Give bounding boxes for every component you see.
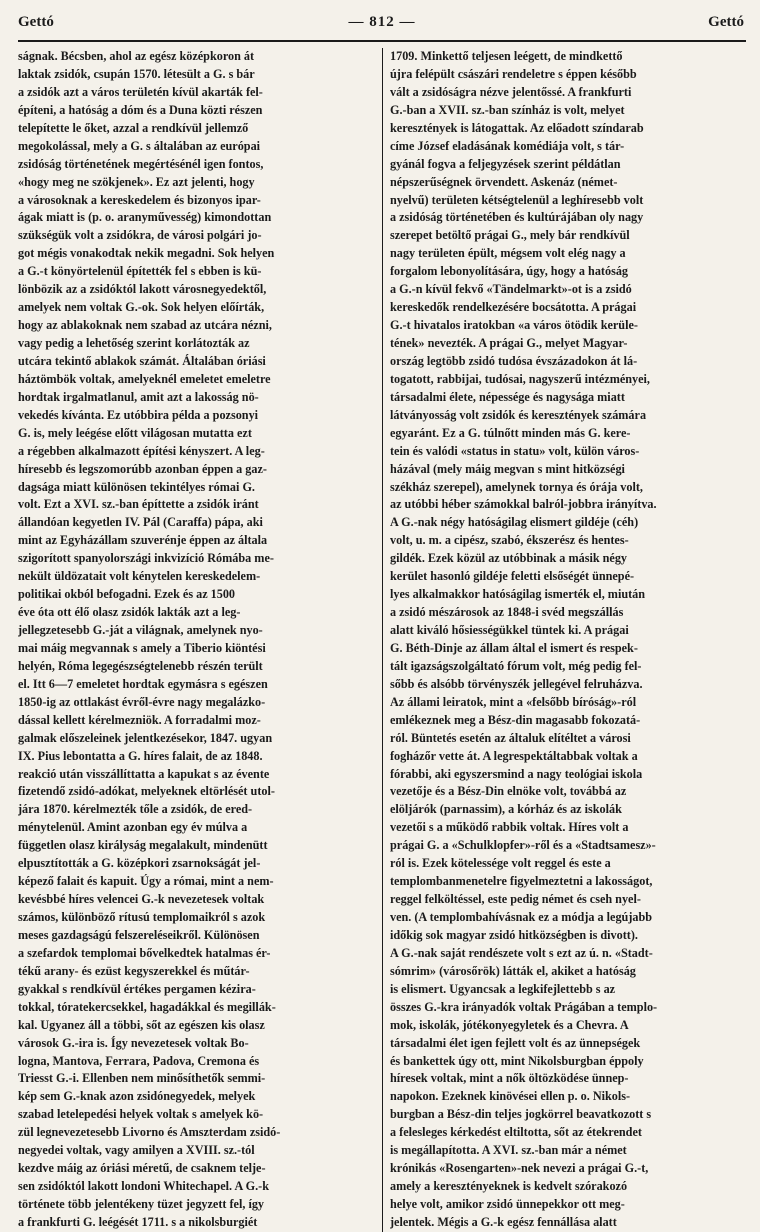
text-line: nagy területen épült, mégsem volt elég nagy a xyxy=(390,246,626,261)
text-line: vagy pedig a lehetőség szerint korlátozták az xyxy=(18,336,250,350)
text-line: forgalom lebonyolítására, úgy, hogy a hatóság xyxy=(390,264,629,279)
text-line: templombanmenetelre figyelmeztetni a lakosságot, xyxy=(390,874,653,889)
text-line: fogházőr vette át. A legrespektáltabbak voltak a xyxy=(390,748,638,763)
text-line: népszerűségnek örvendett. Askenáz (német- xyxy=(390,174,618,189)
text-line: ról. Büntetés esetén az általuk elítéltet a városi xyxy=(390,730,631,745)
text-line: logna, Mantova, Ferrara, Padova, Cremona és xyxy=(18,1053,260,1068)
text-line: G. is, mely leégése előtt világosan mutatta ezt xyxy=(18,425,252,440)
text-line: és bankettek úgy ott, mint Nikolsburgban éppoly xyxy=(390,1053,644,1068)
text-line: ágak miatt is (p. o. aranyművesség) kimondottan xyxy=(18,210,272,225)
text-line: negyedei voltak, vagy amilyen a XVIII. sz.-tól xyxy=(18,1143,255,1158)
text-line: látványosság volt zsidók és keresztények számára xyxy=(390,407,647,422)
text-line: IX. Pius lebontatta a G. híres falait, de az 1848. xyxy=(18,748,263,763)
text-line: szerepet betöltő prágai G., mely bár rendkívül xyxy=(390,228,630,243)
text-line: laktak zsidók, csupán 1570. létesült a G. s bár xyxy=(18,66,255,81)
text-line: tein és valódi «status in statu» volt, külön város- xyxy=(390,443,640,458)
text-line: szigorított spanyolországi inkvizíció Rómába me- xyxy=(18,551,274,566)
page-header xyxy=(18,14,746,36)
text-line: fizetendő zsidó-adókat, melyeknek eltörlését utol- xyxy=(18,784,275,799)
text-line: volt, u. m. a cipész, szabó, ékszerész és hentes- xyxy=(390,533,629,548)
text-line: állandóan kegyetlen IV. Pál (Caraffa) pápa, aki xyxy=(18,515,263,530)
text-line: zül legnevezetesebb Livorno és Amszterdam zsidó- xyxy=(18,1125,281,1140)
text-line: prágai G. a «Schulklopfer»-ről és a «Stadtsamesz»- xyxy=(390,838,656,853)
text-line: hordtak irgalmatlanul, amit azt a lakosság nö- xyxy=(18,389,259,404)
text-line: «hogy meg ne szökjenek». Ez azt jelenti, hogy xyxy=(18,174,255,189)
text-line: számos, különböző rítusú templomaikról s azok xyxy=(18,910,266,924)
text-line: gyánál fogva a feljegyzések szerint példátlan xyxy=(390,156,621,171)
left-column xyxy=(18,48,382,1232)
text-line: összes G.-kra irányadók voltak Prágában a templo- xyxy=(390,999,658,1014)
text-line: városok G.-ira is. Így nevezetesek voltak Bo- xyxy=(18,1035,249,1050)
text-line: tokkal, tóratekercsekkel, hagadákkal és megillák- xyxy=(18,999,276,1014)
text-line: időkig sok magyar zsidó hitközségben is divott). xyxy=(390,927,638,942)
text-line: nyelvű) területen kétségtelenül a leghíresebb volt xyxy=(390,192,644,207)
text-line: jellegzetesebb G.-ját a világnak, amelynek nyo- xyxy=(18,623,263,637)
text-line: 1850-ig az ottlakást évről-évre nagy megalázko- xyxy=(18,694,266,709)
text-line: ven. (A templombahívásnak ez a módja a legújabb xyxy=(390,910,653,924)
text-line: 1709. Minkettő teljesen leégett, de mindkettő xyxy=(390,49,623,63)
text-line: kevésbbé híres velencei G.-k nevezetesek voltak xyxy=(18,892,265,907)
text-line: is megállapította. A XVI. sz.-ban már a német xyxy=(390,1143,627,1158)
text-line: székház szerepel), amelynek tornya és órája volt, xyxy=(390,479,643,494)
text-line: a frankfurti G. leégését 1711. s a nikolsburgiét xyxy=(18,1214,258,1229)
text-line: jára 1870. kérelmezték tőle a zsidók, de ered- xyxy=(18,802,253,817)
text-line: tének» nevezték. A prágai G., melyet Magyar- xyxy=(390,336,628,350)
text-line: togatott, rabbijai, tudósai, nagyszerű intézményei, xyxy=(390,371,650,386)
text-line: el. Itt 6—7 emeletet hordtak egymásra s egészen xyxy=(18,676,268,691)
header-rule xyxy=(18,40,746,42)
text-line: kerület hasonló gildéje feletti elsőségét ünnepé- xyxy=(390,569,635,584)
text-line: gyakkal s rendkívül értékes pergamen kézira- xyxy=(18,981,256,996)
text-line: szükségük volt a zsidókra, de városi polgári jo- xyxy=(18,228,262,243)
text-line: sómrim» (városőrök) látták el, akiket a hatóság xyxy=(390,963,636,978)
text-line: a zsidó mészárosok az 1848-i svéd megszállás xyxy=(390,605,624,620)
text-line: burgban a Bész-din teljes jogkörrel beavatkozott s xyxy=(390,1107,652,1122)
text-line: házával (mely máig megvan s mint hitközségi xyxy=(390,461,625,476)
text-line: vezetője és a Bész-Din elnöke volt, továbbá az xyxy=(390,784,627,799)
text-line: volt. Ezt a XVI. sz.-ban építtette a zsidók iránt xyxy=(18,497,259,512)
text-line: a zsidóság történetében és kultúrájában oly nagy xyxy=(390,210,644,225)
text-line: mint az Egyházállam szuverénje éppen az általa xyxy=(18,533,268,548)
text-line: napokon. Ezeknek kinövései ellen p. o. Nikols- xyxy=(390,1089,631,1104)
text-line: a városoknak a kereskedelem és bizonyos ipar- xyxy=(18,192,261,207)
text-line: a G.-t könyörtelenül építették fel s ebben is kü- xyxy=(18,264,262,279)
text-line: emlékeznek meg a Bész-din magasabb fokozatá- xyxy=(390,712,641,727)
text-line: híresek voltak, mint a nők öltözködése ünnep- xyxy=(390,1071,629,1086)
text-line: fórabbi, aki egyszersmind a nagy teológiai iskola xyxy=(390,766,643,781)
text-line: társadalmi élete, népessége és nagysága miatt xyxy=(390,389,625,404)
text-line: A G.-nak négy hatóságilag elismert gildéje (céh) xyxy=(390,515,639,530)
text-columns xyxy=(18,48,746,1232)
text-line: krónikás «Rosengarten»-nek nevezi a prágai G.-t, xyxy=(390,1161,649,1176)
text-line: reakció után visszállíttatta a kapukat s az évente xyxy=(18,766,270,781)
text-line: amelyek nem voltak G.-ok. Sok helyen előírták, xyxy=(18,300,265,315)
text-line: a felesleges kérkedést eltiltotta, sőt az étekrendet xyxy=(390,1125,642,1140)
text-line: G. Béth-Dinje az állam által el ismert és respek- xyxy=(390,640,638,655)
text-line: dagsága miatt különösen tekintélyes római G. xyxy=(18,479,255,494)
text-line: egyaránt. Ez a G. túlnőtt minden más G. kere- xyxy=(390,425,631,440)
text-line: ménytelenül. Amint azonban egy év múlva a xyxy=(18,820,248,835)
text-line: éve óta ott élő olasz zsidók lakták azt a leg- xyxy=(18,605,241,620)
text-line: helyén, Róma legegészségtelenebb részén terült xyxy=(18,658,263,673)
text-line: mai máig megvannak s amely a Tiberio kiöntési xyxy=(18,640,266,655)
text-line: reggel felköltéssel, este pedig német és cseh nyel- xyxy=(390,892,641,907)
text-line: G.-t hivatalos iratokban «a város ötödik kerüle- xyxy=(390,318,638,333)
text-line: a G.-n kívül fekvő «Tändelmarkt»-ot is a zsidó xyxy=(390,282,632,297)
text-line: lönbözik az a zsidóktól lakott városnegyedektől, xyxy=(18,282,267,297)
text-line: kal. Ugyanez áll a többi, sőt az egészen kis olasz xyxy=(18,1017,265,1032)
text-line: vekedés kívánta. Ez utóbbira példa a pozsonyi xyxy=(18,407,259,422)
text-line: megokolással, mely a G. s általában az európai xyxy=(18,138,261,153)
text-line: is elismert. Ugyancsak a legkifejlettebb s az xyxy=(390,981,616,996)
text-line: helye volt, amikor zsidó ünnepekkor ott meg- xyxy=(390,1197,625,1211)
text-line: A G.-nak saját rendészete volt s ezt az ú. n. «Stadt- xyxy=(390,945,653,960)
text-line: keresztények is látogattak. Az előadott színdarab xyxy=(390,120,644,135)
text-line: telepítette le őket, azzal a rendkívül jellemző xyxy=(18,120,249,135)
text-line: alatt kiváló hősiességükkel tüntek ki. A prágai xyxy=(390,623,629,637)
text-line: ország legtöbb zsidó tudósa évszázadokon át lá- xyxy=(390,353,638,368)
text-line: sőbb és alsóbb törvényszék jellegével felruházva. xyxy=(390,676,643,691)
text-line: mok, iskolák, jótékonyegyletek és a Chevra. A xyxy=(390,1017,629,1032)
text-line: utcára tekintő ablakok számát. Általában óriási xyxy=(18,353,266,368)
text-line: kezdve máig az óriási méretű, de csaknem telje- xyxy=(18,1161,266,1176)
text-line: kép sem G.-knak azon zsidónegyedek, melyek xyxy=(18,1089,256,1104)
text-line: zsidóság történetének megértésénél igen fontos, xyxy=(18,156,264,171)
text-line: lyes alkalmakkor hatóságilag ismerték el, miután xyxy=(390,587,646,602)
text-line: építeni, a hatóság a dóm és a Duna közti részen xyxy=(18,102,263,117)
text-line: amely a keresztényeknek is kedvelt szórakozó xyxy=(390,1179,628,1194)
text-line: tékű arany- és ezüst kegyszerekkel és műtár- xyxy=(18,963,250,978)
text-line: meses gazdagságú felszereléseikről. Különösen xyxy=(18,927,260,942)
text-line: elpusztították a G. középkori zsarnokságát jel- xyxy=(18,856,261,871)
text-line: kereskedők rendelkezésére bocsátotta. A prágai xyxy=(390,300,637,315)
text-line: képező falait és kapuit. Úgy a római, mint a nem- xyxy=(18,874,274,889)
text-line: G.-ban a XVII. sz.-ban színház is volt, melyet xyxy=(390,102,625,117)
text-line: dással kellett kérelmezniök. A forradalmi moz- xyxy=(18,712,261,727)
text-line: társadalmi élet igen fejlett volt és az ünnepségek xyxy=(390,1035,641,1050)
text-line: híresebb és legszomorúbb azonban éppen a gaz- xyxy=(18,461,267,476)
text-line: független olasz királyság megalakult, mindenütt xyxy=(18,838,268,853)
text-line: a szefardok templomai bővelkedtek hatalmas ér- xyxy=(18,945,271,960)
text-line: Triesst G.-i. Ellenben nem minősíthetők semmi- xyxy=(18,1071,266,1086)
text-line: jelentek. Mégis a G.-k egész fennállása alatt xyxy=(390,1214,617,1229)
text-line: galmak előszeleinek jelentkezésekor, 1847. ugyan xyxy=(18,730,273,745)
text-line: got mégis vonakodtak nekik megadni. Sok helyen xyxy=(18,246,275,261)
text-line: sen zsidóktól lakott londoni Whitechapel. A G.-k xyxy=(18,1179,270,1194)
text-line: újra felépült császári rendeletre s éppen később xyxy=(390,66,637,81)
text-line: a zsidók azt a város területén kívül akarták fel- xyxy=(18,84,263,99)
text-line: háztömbök voltak, amelyeknél emeletet emeletre xyxy=(18,371,271,386)
text-line: ságnak. Bécsben, ahol az egész középkoron át xyxy=(18,49,255,63)
text-line: az utóbbi héber számokkal balról-jobbra irányítva. xyxy=(390,497,657,512)
text-line: a régebben alkalmazott építési kényszert. A leg- xyxy=(18,443,265,458)
text-line: Az állami leiratok, mint a «felsőbb bíróság»-ról xyxy=(390,694,637,709)
text-line: tált igazságszolgáltató fórum volt, még pedig fel- xyxy=(390,658,642,673)
text-line: vezetői s a működő rabbik voltak. Híres volt a xyxy=(390,820,629,835)
text-line: hogy az ablakoknak nem szabad az utcára nézni, xyxy=(18,318,272,333)
text-line: politikai okból befogadni. Ezek és az 1500 xyxy=(18,587,236,602)
right-column xyxy=(382,48,746,1232)
text-line: gildék. Ezek közül az utóbbinak a másik négy xyxy=(390,551,628,566)
running-head-right: Gettó xyxy=(708,14,744,30)
text-line: nekült üldözatait volt kénytelen kereskedelem- xyxy=(18,569,261,584)
text-line: vált a zsidóságra nézve jelentőssé. A frankfurti xyxy=(390,84,632,99)
text-line: elöljárók (parnassim), a kórház és az iskolák xyxy=(390,802,622,817)
text-line: ról is. Ezek kötelessége volt reggel és este a xyxy=(390,856,611,871)
page-number: — 812 — xyxy=(348,14,416,30)
text-line: története több jelentékeny tüzet jegyzett fel, így xyxy=(18,1197,265,1211)
text-line: szabad letelepedési helyek voltak s amelyek kö- xyxy=(18,1107,264,1122)
text-line: címe József eladásának komédiája volt, s tár- xyxy=(390,138,625,153)
running-head-left: Gettó xyxy=(18,14,54,30)
